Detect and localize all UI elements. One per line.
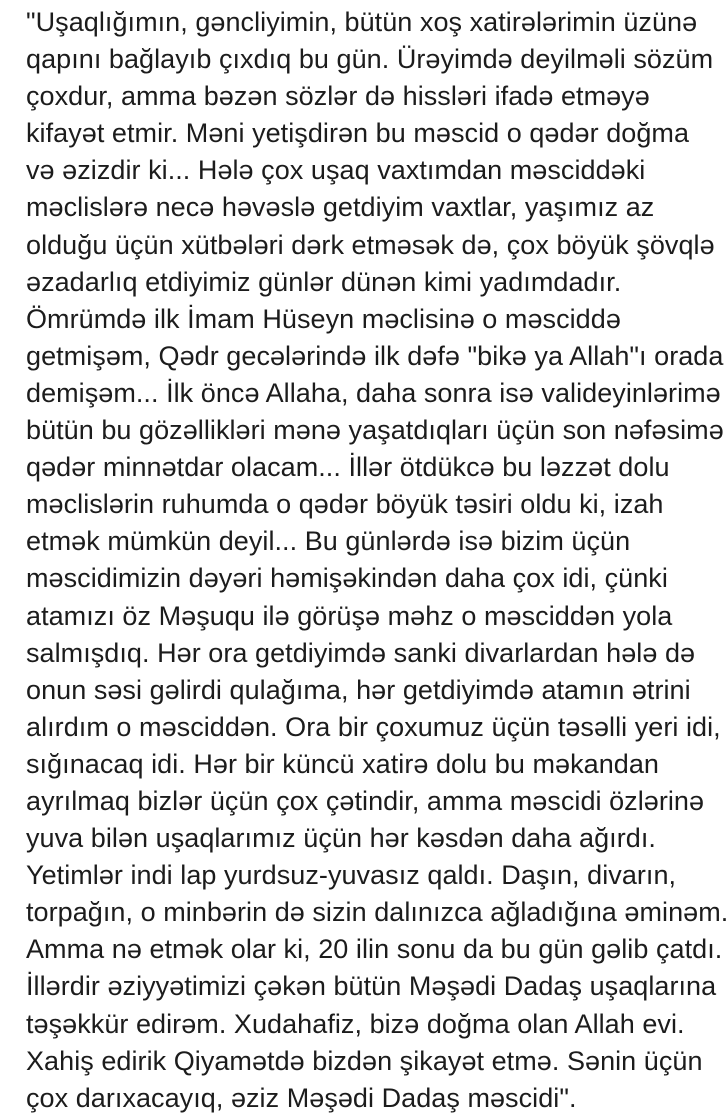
text-line-14: məclislərin ruhumda o qədər böyük təsiri oldu ki, izah — [26, 489, 664, 520]
text-line-9: Ömrümdə ilk İmam Hüseyn məclisinə o məsciddə — [26, 303, 621, 334]
text-line-27: İllərdir əziyyətimizi çəkən bütün Məşədi Dadaş uşaqlarına — [26, 971, 717, 1002]
text-line-13: qədər minnətdar olacam... İllər ötdükcə bu ləzzət dolu — [26, 452, 670, 483]
text-line-1: "Uşaqlığımın, gəncliyimin, bütün xoş xatirələrimin üzünə — [26, 7, 698, 37]
text-line-21: sığınacaq idi. Hər bir küncü xatirə dolu bu məkandan — [26, 748, 659, 779]
text-line-2: qapını bağlayıb çıxdıq bu gün. Ürəyimdə deyilməli sözüm — [26, 44, 714, 75]
text-line-17: atamızı öz Məşuqu ilə görüşə məhz o məsciddən yola — [26, 600, 673, 631]
text-line-3: çoxdur, amma bəzən sözlər də hissləri ifadə etməyə — [26, 81, 650, 112]
text-line-24: Yetimlər indi lap yurdsuz-yuvasız qaldı. Daşın, divarın, — [26, 860, 677, 891]
text-line-4: kifayət etmir. Məni yetişdirən bu məscid o qədər doğma — [26, 118, 690, 149]
text-line-6: məclislərə necə həvəslə getdiyim vaxtlar, yaşımız az — [26, 192, 655, 223]
text-line-29: Xahiş edirik Qiyamətdə bizdən şikayət etmə. Sənin üçün — [26, 1045, 703, 1076]
text-line-15: etmək mümkün deyil... Bu günlərdə isə bizim üçün — [26, 526, 631, 557]
text-line-19: onun səsi gəlirdi qulağıma, hər getdiyimdə atamın ətrini — [26, 674, 691, 705]
text-line-8: əzadarlıq etdiyimiz günlər dünən kimi yadımdadır. — [26, 266, 622, 297]
text-line-7: olduğu üçün xütbələri dərk etməsək də, çox böyük şövqlə — [26, 229, 715, 260]
text-line-28: təşəkkür edirəm. Xudahafiz, bizə doğma olan Allah evi. — [26, 1008, 685, 1039]
text-line-10: getmişəm, Qədr gecələrində ilk dəfə "bikə ya Allah"ı orada — [26, 340, 724, 371]
text-line-22: ayrılmaq bizlər üçün çox çətindir, amma məscidi özlərinə — [26, 785, 705, 816]
text-line-26: Amma nə etmək olar ki, 20 ilin sonu da bu gün gəlib çatdı. — [26, 934, 723, 965]
text-line-23: yuva bilən uşaqlarımız üçün hər kəsdən daha ağırdı. — [26, 823, 656, 854]
quote-paragraph — [26, 4, 728, 1117]
text-line-5: və əzizdir ki... Hələ çox uşaq vaxtımdan məsciddəki — [26, 155, 646, 186]
text-line-18: salmışdıq. Hər ora getdiyimdə sanki divarlardan hələ də — [26, 637, 696, 668]
text-line-20: alırdım o məsciddən. Ora bir çoxumuz üçün təsəlli yeri idi, — [26, 711, 721, 742]
text-line-11: demişəm... İlk öncə Allaha, daha sonra isə valideyinlərimə — [26, 377, 721, 408]
text-line-16: məscidimizin dəyəri həmişəkindən daha çox idi, çünki — [26, 563, 668, 594]
text-line-30: çox darıxacayıq, əziz Məşədi Dadaş məscidi". — [26, 1082, 577, 1113]
text-line-25: torpağın, o minbərin də sizin dalınızca ağladığına əminəm. — [26, 897, 728, 928]
text-line-12: bütün bu gözəllikləri mənə yaşatdıqları üçün son nəfəsimə — [26, 415, 724, 446]
